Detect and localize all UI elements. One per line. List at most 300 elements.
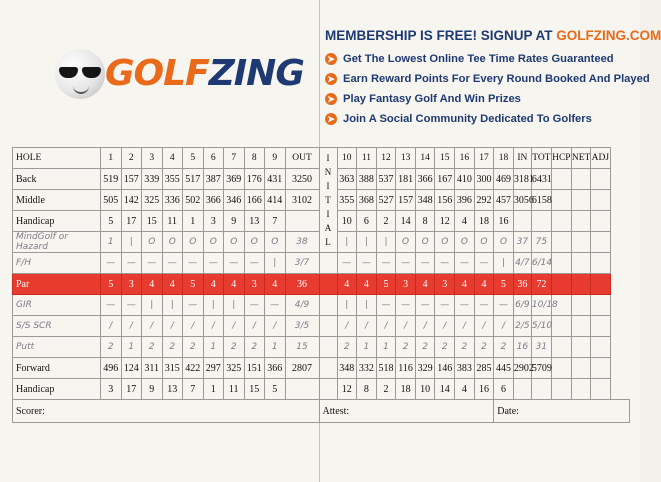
in-total: 2/5 [513, 316, 531, 337]
hole-number: 1 [101, 148, 122, 169]
score-cell: 414 [265, 190, 286, 211]
blank-cell [571, 190, 590, 211]
score-cell: 8 [415, 211, 435, 232]
score-cell: 366 [203, 190, 224, 211]
score-cell: 5 [183, 274, 204, 295]
score-cell: 3 [396, 274, 416, 295]
score-cell: 12 [435, 211, 455, 232]
score-cell: 422 [183, 358, 204, 379]
score-cell: 355 [337, 190, 357, 211]
score-cell: 18 [396, 379, 416, 400]
score-cell: — [435, 295, 455, 316]
score-cell: 15 [244, 379, 265, 400]
score-cell: 348 [415, 190, 435, 211]
hole-number: 3 [142, 148, 163, 169]
score-cell: 363 [337, 169, 357, 190]
score-cell: 366 [415, 169, 435, 190]
score-cell: 4 [455, 379, 475, 400]
out-header: OUT [285, 148, 319, 169]
score-cell: 292 [474, 190, 494, 211]
score-cell: | [142, 295, 163, 316]
score-cell: 339 [142, 169, 163, 190]
score-cell: 496 [101, 358, 122, 379]
score-cell: — [203, 253, 224, 274]
score-cell: 17 [121, 211, 142, 232]
score-cell: 6 [494, 379, 514, 400]
promo-bullet: ➤ Play Fantasy Golf And Win Prizes [325, 89, 635, 109]
score-cell: 2 [337, 337, 357, 358]
score-cell: | [357, 295, 377, 316]
score-cell: | [357, 232, 377, 253]
tot-total: 6158 [531, 190, 551, 211]
score-cell: 2 [142, 337, 163, 358]
score-cell: — [376, 295, 396, 316]
score-cell: | [337, 232, 357, 253]
out-total: 4/9 [285, 295, 319, 316]
blank-cell [571, 253, 590, 274]
tot-total [531, 379, 551, 400]
hole-number: 6 [203, 148, 224, 169]
hole-number: 9 [265, 148, 286, 169]
score-cell: 2 [183, 337, 204, 358]
par-row [13, 274, 630, 295]
initial-cell [319, 295, 337, 316]
out-total: 3/5 [285, 316, 319, 337]
score-cell: 146 [435, 358, 455, 379]
score-cell: 116 [396, 358, 416, 379]
promo-bullet: ➤ Earn Reward Points For Every Round Booked And Played [325, 69, 635, 89]
score-cell: 315 [162, 358, 183, 379]
initial-column [319, 148, 337, 253]
in-total: 3056 [513, 190, 531, 211]
score-cell: / [142, 316, 163, 337]
out-total: 3102 [285, 190, 319, 211]
initial-cell [319, 358, 337, 379]
score-cell: 15 [142, 211, 163, 232]
score-cell: O [396, 232, 416, 253]
score-cell: 124 [121, 358, 142, 379]
score-cell: / [244, 316, 265, 337]
score-cell: O [435, 232, 455, 253]
score-cell: 3 [121, 274, 142, 295]
score-cell: — [265, 295, 286, 316]
score-cell: 383 [455, 358, 475, 379]
score-cell: 366 [265, 358, 286, 379]
score-cell: 17 [121, 379, 142, 400]
score-cell: 1 [265, 337, 286, 358]
hole-header: HOLE [13, 148, 101, 169]
hole-number: 17 [474, 148, 494, 169]
score-cell: 2 [162, 337, 183, 358]
in-header: IN [513, 148, 531, 169]
score-cell: — [121, 295, 142, 316]
blank-cell [590, 253, 610, 274]
date-field[interactable]: Date: [494, 400, 630, 423]
in-total [513, 379, 531, 400]
score-cell: 1 [203, 379, 224, 400]
score-cell: 12 [337, 379, 357, 400]
row-label: Handicap [13, 379, 101, 400]
hole-number: 10 [337, 148, 357, 169]
score-cell: 1 [376, 337, 396, 358]
score-cell: — [224, 253, 245, 274]
score-cell: 4 [415, 274, 435, 295]
score-cell: 157 [121, 169, 142, 190]
score-cell: — [244, 295, 265, 316]
blank-cell [551, 274, 571, 295]
score-cell: 13 [162, 379, 183, 400]
score-cell: 13 [244, 211, 265, 232]
blank-cell [551, 316, 571, 337]
row-label: Par [13, 274, 101, 295]
hcp-header: HCP [551, 148, 571, 169]
score-cell: 4 [455, 274, 475, 295]
score-cell: — [455, 295, 475, 316]
score-cell: O [183, 232, 204, 253]
score-cell: 151 [244, 358, 265, 379]
score-cell: / [337, 316, 357, 337]
score-cell: / [203, 316, 224, 337]
score-cell: | [494, 253, 514, 274]
hole-number: 8 [244, 148, 265, 169]
score-cell: 4 [357, 274, 377, 295]
arrow-right-icon: ➤ [325, 113, 337, 125]
score-cell: 2 [224, 337, 245, 358]
score-cell: — [142, 253, 163, 274]
hole-number: 12 [376, 148, 396, 169]
score-cell: 410 [455, 169, 475, 190]
out-total [285, 379, 319, 400]
score-cell: 368 [357, 190, 377, 211]
logo-text: GOLFZING [105, 53, 304, 94]
promo-title: MEMBERSHIP IS FREE! SIGNUP AT GOLFZING.COM [325, 28, 661, 43]
score-cell: 325 [224, 358, 245, 379]
net-header: NET [571, 148, 590, 169]
blank-cell [571, 316, 590, 337]
initial-cell [319, 379, 337, 400]
score-cell: — [337, 253, 357, 274]
score-cell: 4 [474, 274, 494, 295]
score-cell: 9 [142, 379, 163, 400]
hole-number: 5 [183, 148, 204, 169]
in-total: 6/9 [513, 295, 531, 316]
score-cell: — [474, 253, 494, 274]
tot-total: 75 [531, 232, 551, 253]
blank-cell [551, 253, 571, 274]
score-cell: 2 [396, 337, 416, 358]
score-cell: 2 [474, 337, 494, 358]
arrow-right-icon: ➤ [325, 53, 337, 65]
score-cell: 519 [101, 169, 122, 190]
score-cell: 396 [455, 190, 475, 211]
score-cell: | [265, 253, 286, 274]
blank-cell [551, 379, 571, 400]
score-cell: 1 [183, 211, 204, 232]
score-cell: — [455, 253, 475, 274]
out-total: 36 [285, 274, 319, 295]
score-cell: / [474, 316, 494, 337]
hole-number: 18 [494, 148, 514, 169]
score-cell: O [142, 232, 163, 253]
signature-row [13, 400, 630, 423]
score-cell: O [455, 232, 475, 253]
score-cell: / [121, 316, 142, 337]
score-cell: | [121, 232, 142, 253]
score-cell: 1 [101, 232, 122, 253]
in-total: 37 [513, 232, 531, 253]
tot-total: 31 [531, 337, 551, 358]
score-cell: 5 [494, 274, 514, 295]
golfzing-logo [55, 45, 304, 115]
out-total: 15 [285, 337, 319, 358]
row-label: S/S SCR [13, 316, 101, 337]
score-cell: 1 [203, 337, 224, 358]
hole-number: 7 [224, 148, 245, 169]
score-cell: 1 [121, 337, 142, 358]
score-cell: 2 [101, 337, 122, 358]
hole-number: 4 [162, 148, 183, 169]
initial-cell [319, 337, 337, 358]
promo-bullet: ➤ Join A Social Community Dedicated To Golfers [325, 109, 635, 129]
blank-cell [571, 358, 590, 379]
score-cell: 7 [183, 379, 204, 400]
score-cell: 4 [162, 274, 183, 295]
score-cell: — [494, 295, 514, 316]
out-total: 2807 [285, 358, 319, 379]
scorer-field[interactable]: Scorer: [13, 400, 320, 423]
score-cell: — [121, 253, 142, 274]
score-cell: 346 [224, 190, 245, 211]
score-cell: 16 [494, 211, 514, 232]
score-cell: 3 [244, 274, 265, 295]
score-cell: 355 [162, 169, 183, 190]
score-cell: / [162, 316, 183, 337]
tot-total: 5/10 [531, 316, 551, 337]
score-cell: O [474, 232, 494, 253]
score-cell: 4 [455, 211, 475, 232]
putt-row [13, 337, 630, 358]
fh-row [13, 253, 630, 274]
score-cell: 469 [494, 169, 514, 190]
score-cell: O [224, 232, 245, 253]
in-total: 16 [513, 337, 531, 358]
tot-header: TOT [531, 148, 551, 169]
initial-label: INITIAL [324, 153, 332, 247]
out-total: 3/7 [285, 253, 319, 274]
score-cell: 387 [203, 169, 224, 190]
score-cell: 3 [435, 274, 455, 295]
score-cell: / [101, 316, 122, 337]
score-cell: 505 [101, 190, 122, 211]
score-cell: 10 [415, 379, 435, 400]
blank-cell [551, 211, 571, 232]
score-cell: 156 [435, 190, 455, 211]
row-label: Forward [13, 358, 101, 379]
hole-number: 13 [396, 148, 416, 169]
row-label: Handicap [13, 211, 101, 232]
score-cell: 10 [337, 211, 357, 232]
score-cell: | [337, 295, 357, 316]
row-label: F/H [13, 253, 101, 274]
score-cell: — [183, 253, 204, 274]
tot-total: 6431 [531, 169, 551, 190]
score-cell: 157 [396, 190, 416, 211]
score-cell: 181 [396, 169, 416, 190]
blank-cell [551, 358, 571, 379]
score-cell: / [435, 316, 455, 337]
score-cell: / [224, 316, 245, 337]
blank-cell [571, 295, 590, 316]
blank-cell [571, 379, 590, 400]
score-cell: | [224, 295, 245, 316]
blank-cell [571, 169, 590, 190]
score-cell: 5 [265, 379, 286, 400]
row-label: Back [13, 169, 101, 190]
score-cell: — [244, 253, 265, 274]
score-cell: 431 [265, 169, 286, 190]
out-total [285, 211, 319, 232]
score-cell: / [183, 316, 204, 337]
score-cell: — [101, 253, 122, 274]
score-cell: 2 [435, 337, 455, 358]
score-cell: — [396, 253, 416, 274]
score-cell: 518 [376, 358, 396, 379]
row-label: MindGolf or Hazard [13, 232, 101, 253]
score-cell: | [162, 295, 183, 316]
initial-cell [319, 316, 337, 337]
hole-number: 2 [121, 148, 142, 169]
score-cell: 325 [142, 190, 163, 211]
score-cell: 4 [203, 274, 224, 295]
score-cell: O [162, 232, 183, 253]
score-cell: O [265, 232, 286, 253]
score-cell: 3 [101, 379, 122, 400]
tot-total: 5709 [531, 358, 551, 379]
score-cell: 2 [376, 211, 396, 232]
score-cell: 3 [203, 211, 224, 232]
blank-cell [590, 274, 610, 295]
score-cell: 6 [357, 211, 377, 232]
score-cell: 329 [415, 358, 435, 379]
score-cell: / [265, 316, 286, 337]
score-cell: 142 [121, 190, 142, 211]
score-cell: 285 [474, 358, 494, 379]
score-cell: 2 [455, 337, 475, 358]
score-cell: 176 [244, 169, 265, 190]
score-cell: — [376, 253, 396, 274]
score-cell: — [162, 253, 183, 274]
blank-cell [571, 211, 590, 232]
blank-cell [571, 274, 590, 295]
score-cell: — [396, 295, 416, 316]
arrow-right-icon: ➤ [325, 73, 337, 85]
score-cell: 11 [224, 379, 245, 400]
in-total: 3181 [513, 169, 531, 190]
score-cell: O [415, 232, 435, 253]
golf-ball-icon [55, 49, 105, 99]
score-cell: 2 [415, 337, 435, 358]
score-cell: 502 [183, 190, 204, 211]
blank-cell [551, 232, 571, 253]
score-cell: — [183, 295, 204, 316]
blank-cell [571, 337, 590, 358]
blank-cell [590, 379, 610, 400]
score-cell: 18 [474, 211, 494, 232]
tot-total: 6/14 [531, 253, 551, 274]
blank-cell [590, 211, 610, 232]
score-cell: O [203, 232, 224, 253]
handicap2-row [13, 379, 630, 400]
score-cell: / [455, 316, 475, 337]
blank-cell [551, 169, 571, 190]
score-cell: 332 [357, 358, 377, 379]
hole-number: 11 [357, 148, 377, 169]
score-cell: | [203, 295, 224, 316]
score-cell: 167 [435, 169, 455, 190]
sunglasses-icon [59, 67, 103, 79]
initial-cell [319, 253, 337, 274]
score-cell: 2 [376, 379, 396, 400]
score-cell: 4 [265, 274, 286, 295]
in-total: 36 [513, 274, 531, 295]
score-cell: 527 [376, 190, 396, 211]
score-cell: O [244, 232, 265, 253]
score-cell: 2 [244, 337, 265, 358]
score-cell: O [494, 232, 514, 253]
score-cell: 2 [494, 337, 514, 358]
score-cell: 8 [357, 379, 377, 400]
row-label: GIR [13, 295, 101, 316]
score-cell: 14 [435, 379, 455, 400]
blank-cell [551, 337, 571, 358]
score-cell: 388 [357, 169, 377, 190]
in-total [513, 211, 531, 232]
hole-number: 15 [435, 148, 455, 169]
blank-cell [590, 169, 610, 190]
in-total: 2902 [513, 358, 531, 379]
score-cell: 16 [474, 379, 494, 400]
arrow-right-icon: ➤ [325, 93, 337, 105]
score-cell: 9 [224, 211, 245, 232]
row-label: Middle [13, 190, 101, 211]
score-cell: 166 [244, 190, 265, 211]
score-cell: 457 [494, 190, 514, 211]
row-label: Putt [13, 337, 101, 358]
tot-total [531, 211, 551, 232]
score-cell: 445 [494, 358, 514, 379]
blank-cell [571, 232, 590, 253]
score-cell: — [415, 295, 435, 316]
in-total: 4/7 [513, 253, 531, 274]
score-cell: 300 [474, 169, 494, 190]
blank-cell [590, 358, 610, 379]
score-cell: 369 [224, 169, 245, 190]
score-cell: 11 [162, 211, 183, 232]
attest-field[interactable]: Attest: [319, 400, 494, 423]
score-cell: 336 [162, 190, 183, 211]
blank-cell [590, 316, 610, 337]
score-cell: / [376, 316, 396, 337]
score-cell: 517 [183, 169, 204, 190]
score-cell: 4 [142, 274, 163, 295]
score-cell: 5 [101, 274, 122, 295]
score-cell: 14 [396, 211, 416, 232]
score-cell: / [396, 316, 416, 337]
score-cell: | [376, 232, 396, 253]
out-total: 38 [285, 232, 319, 253]
score-cell: — [435, 253, 455, 274]
promo-panel [325, 28, 661, 129]
